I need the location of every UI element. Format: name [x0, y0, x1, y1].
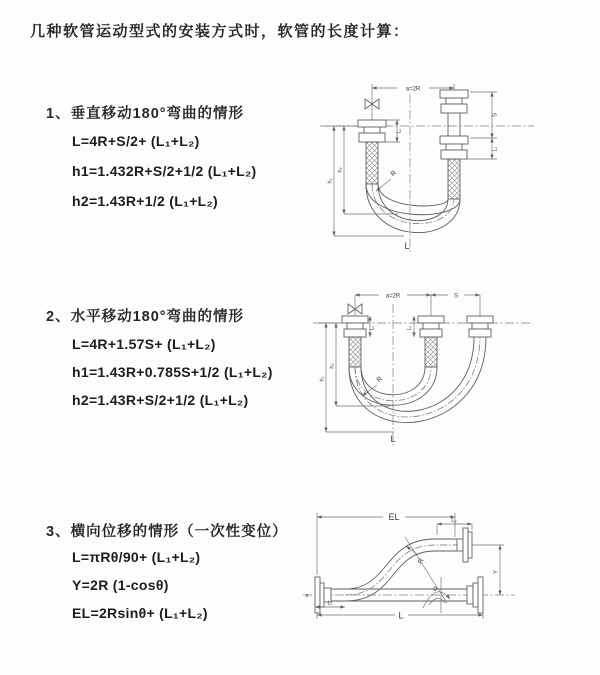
- page-title: 几种软管运动型式的安装方式时，软管的长度计算：: [30, 23, 410, 40]
- section-1-formula-L: L=4R+S/2+ (L₁+L₂): [72, 133, 200, 149]
- right-flange-fitting-original: [467, 577, 483, 613]
- angle-construction: [405, 537, 450, 613]
- dim-label-l1: L₁: [327, 600, 333, 607]
- section-3-formula-L: L=πRθ/90+ (L₁+L₂): [72, 549, 201, 565]
- valve-icon: [365, 84, 379, 120]
- dim-label-r: R: [375, 375, 385, 385]
- dim-label-r: R: [389, 169, 399, 179]
- dim-label-s: S: [453, 293, 459, 300]
- section-2-heading: 2、水平移动180°弯曲的情形: [46, 309, 245, 325]
- section-2-formula-L: L=4R+1.57S+ (L₁+L₂): [72, 336, 216, 352]
- dim-label-h2: h₂: [337, 167, 344, 173]
- dim-L1-L2: [370, 316, 415, 337]
- middle-fitting: [418, 316, 444, 367]
- section-3-formula-EL: EL=2Rsinθ+ (L₁+L₂): [72, 605, 208, 621]
- dim-label-l1: L₁: [369, 325, 376, 331]
- left-fitting: [342, 316, 368, 367]
- section-1-heading: 1、垂直移动180°弯曲的情形: [46, 106, 245, 122]
- dim-h1-h2: [326, 126, 404, 236]
- dim-label-l1: L₁: [396, 128, 403, 134]
- dim-label-span: a=2R: [385, 293, 401, 300]
- dim-label-r: R: [417, 557, 426, 566]
- dim-label-theta: θ: [433, 586, 437, 593]
- braided-hose-section: [349, 337, 361, 367]
- dim-label-h1: h₁: [327, 178, 334, 184]
- braided-hose-section: [448, 159, 460, 199]
- right-flange-fitting-displaced: [457, 528, 472, 562]
- centerlines: [320, 94, 534, 252]
- dim-span-and-S: [355, 294, 480, 317]
- radius-callout: [406, 546, 426, 565]
- braided-hose-section: [425, 337, 437, 367]
- section-3-heading: 3、横向位移的情形（一次性变位）: [46, 524, 288, 540]
- diagram-horizontal-180-bend: [298, 282, 588, 457]
- right-fitting: [440, 90, 468, 199]
- axis-mark: z: [305, 593, 309, 599]
- dim-label-el: EL: [388, 512, 400, 522]
- dim-label-s: S: [492, 112, 499, 118]
- dim-label-l: L: [398, 610, 404, 621]
- diagram-lateral-displacement: [295, 503, 590, 628]
- section-1-formula-h1: h1=1.432R+S/2+1/2 (L₁+L₂): [72, 163, 257, 179]
- section-3-formula-Y: Y=2R (1-cosθ): [72, 577, 169, 593]
- left-fitting: [358, 120, 386, 184]
- dim-label-l2: L₂: [451, 518, 457, 524]
- dim-label-h2: h₂: [329, 363, 336, 369]
- hose-arcs: [366, 184, 460, 233]
- diagram-vertical-180-bend: [302, 68, 582, 258]
- dim-label-l2: L₂: [406, 325, 413, 331]
- section-2-formula-h1: h1=1.43R+0.785S+1/2 (L₁+L₂): [72, 364, 273, 380]
- section-1-formula-h2: h2=1.43R+1/2 (L₁+L₂): [72, 193, 219, 209]
- radius-callout: [376, 170, 398, 191]
- braided-hose-section: [366, 142, 378, 184]
- dim-label-span: a=2R: [405, 86, 421, 93]
- dim-label-h1: h₁: [319, 376, 326, 382]
- dim-label-l: L: [390, 434, 396, 444]
- dim-S-and-L2: [462, 92, 499, 159]
- dim-label-l: L: [404, 241, 410, 251]
- hose-arcs: [349, 337, 486, 423]
- dim-label-y: Y: [493, 569, 500, 575]
- dim-L: [317, 611, 483, 621]
- section-2-formula-h2: h2=1.43R+S/2+1/2 (L₁+L₂): [72, 392, 249, 408]
- right-fitting: [467, 316, 493, 337]
- dim-label-l2: L₂: [492, 146, 499, 152]
